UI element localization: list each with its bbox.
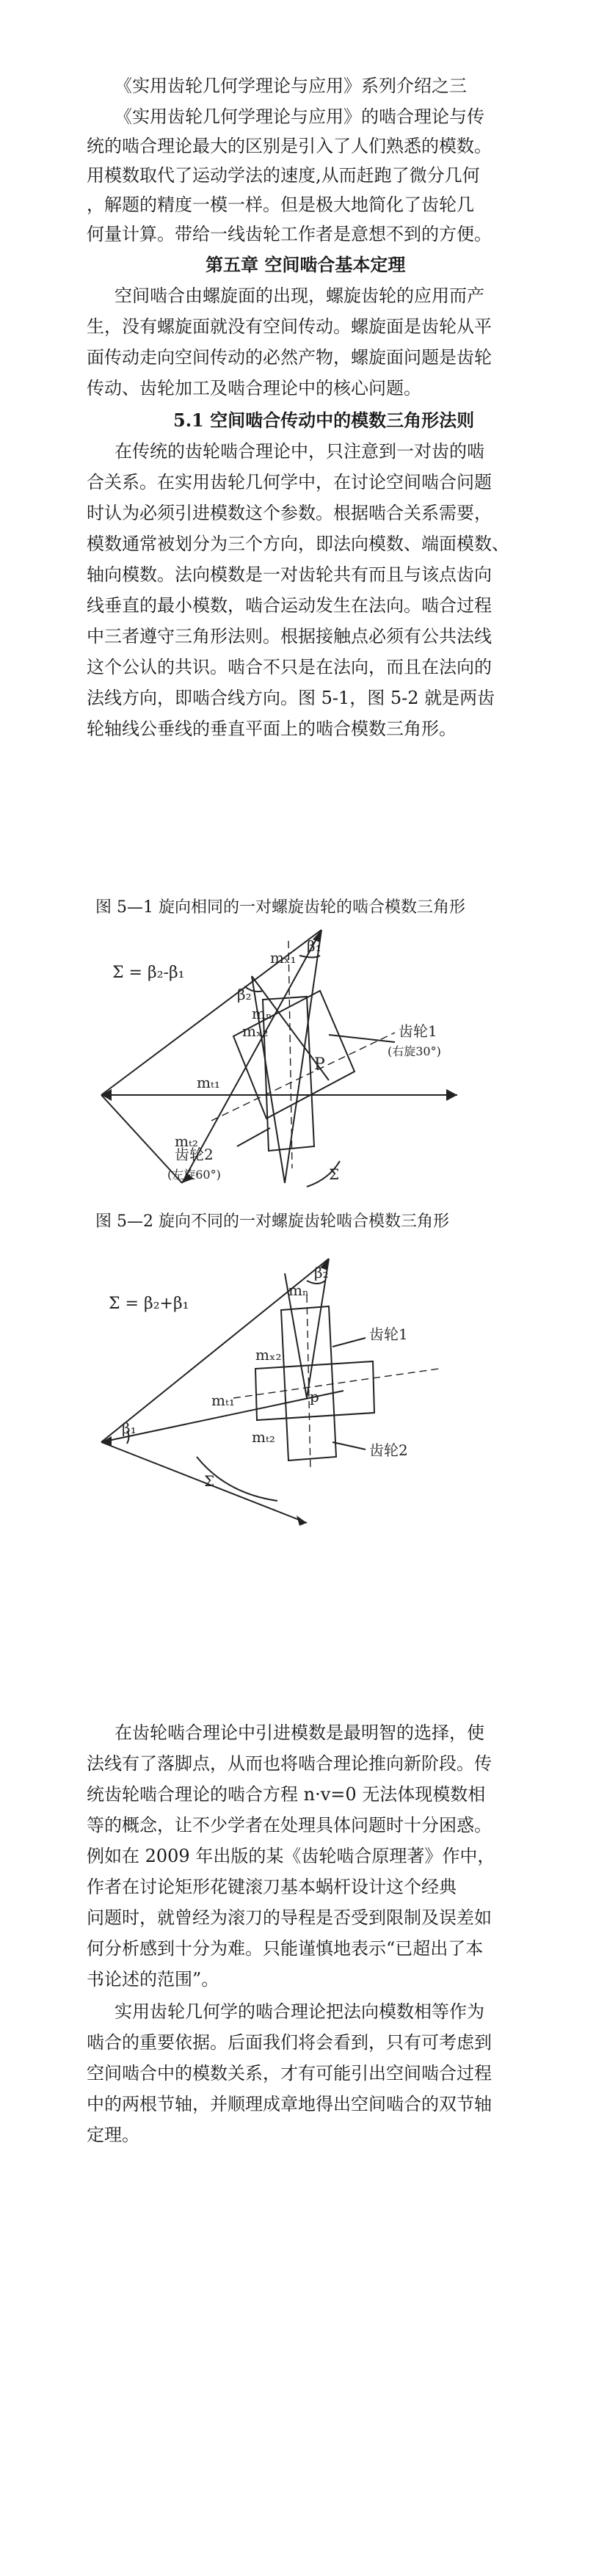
intro-title: 《实用齿轮几何学理论与应用》系列介绍之三 xyxy=(115,76,467,96)
conclusion-line: 啮合的重要依据。后面我们将会看到，只有可考虑到 xyxy=(87,2032,492,2053)
figure2-beta1: β₁ xyxy=(122,1419,137,1437)
figure1-sigma-formula: Σ = β₂-β₁ xyxy=(112,964,185,982)
chapter-heading: 第五章 空间啮合基本定理 xyxy=(206,254,406,275)
section-line: 在传统的齿轮啮合理论中，只注意到一对齿的啮 xyxy=(115,441,484,462)
intro-line: 何量计算。带给一线齿轮工作者是意想不到的方便。 xyxy=(87,224,492,244)
figure2-beta2: β₂ xyxy=(314,1264,329,1281)
section-line: 合关系。在实用齿轮几何学中，在讨论空间啮合问题 xyxy=(87,472,492,492)
figure1-point: P xyxy=(314,1055,325,1074)
section-line: 轴向模数。法向模数是一对齿轮共有而且与该点齿向 xyxy=(87,564,492,585)
intro-line: 《实用齿轮几何学理论与应用》的啮合理论与传 xyxy=(115,106,484,127)
figure2-caption: 图 5—2 旋向不同的一对螺旋齿轮啮合模数三角形 xyxy=(95,1212,449,1231)
figure1-beta2: β₂ xyxy=(237,986,252,1003)
intro-line: 用模数取代了运动学法的速度,从而赶跑了微分几何 xyxy=(87,165,480,186)
figure1-beta1: β₁ xyxy=(307,937,321,955)
figure2-sigma: Σ xyxy=(204,1472,215,1490)
section-line: 线垂直的最小模数，啮合运动发生在法向。啮合过程 xyxy=(87,595,492,616)
section-line: 轮轴线公垂线的垂直平面上的啮合模数三角形。 xyxy=(87,718,457,739)
figure1-gear1: 齿轮1 xyxy=(399,1022,437,1040)
figure2-mt2: mₜ₂ xyxy=(252,1428,275,1446)
intro-line: ，解题的精度一模一样。但是极大地简化了齿轮几 xyxy=(87,194,474,215)
chapter-line: 传动、齿轮加工及啮合理论中的核心问题。 xyxy=(87,378,421,399)
figure1-mt1: mₜ₁ xyxy=(197,1074,220,1091)
conclusion-line: 中的两根节轴，并顺理成章地得出空间啮合的双节轴 xyxy=(87,2094,492,2114)
figure2-mt1: mₜ₁ xyxy=(211,1391,235,1409)
conclusion-line: 书论述的范围”。 xyxy=(87,1969,219,1990)
figure2-gear2: 齿轮2 xyxy=(369,1441,408,1459)
section-line: 时认为必须引进模数这个参数。根据啮合关系需要， xyxy=(87,503,492,523)
section-heading: 5.1 空间啮合传动中的模数三角形法则 xyxy=(173,410,475,431)
figure1-sigma: Σ xyxy=(329,1165,340,1183)
conclusion-line: 在齿轮啮合理论中引进模数是最明智的选择，使 xyxy=(115,1722,484,1743)
section-line: 中三者遵守三角形法则。根据接触点必须有公共法线 xyxy=(87,626,492,647)
conclusion-line: 统齿轮啮合理论的啮合方程 n·v=0 无法体现模数相 xyxy=(87,1784,486,1805)
figure1-gear2: 齿轮2 xyxy=(175,1146,214,1163)
figure2-mx2: mₓ₂ xyxy=(255,1346,282,1364)
chapter-line: 空间啮合由螺旋面的出现，螺旋齿轮的应用而产 xyxy=(115,285,484,306)
conclusion-line: 空间啮合中的模数关系，才有可能引出空间啮合过程 xyxy=(87,2063,492,2084)
figure1-mt2: mₜ₂ xyxy=(175,1132,198,1150)
conclusion-line: 作者在讨论矩形花键滚刀基本蜗杆设计这个经典 xyxy=(87,1877,457,1897)
figure1-mx2: mₓ₂ xyxy=(242,1022,269,1040)
conclusion-line: 例如在 2009 年出版的某《齿轮啮合原理著》作中， xyxy=(87,1846,495,1866)
figure1-caption: 图 5—1 旋向相同的一对螺旋齿轮的啮合模数三角形 xyxy=(95,898,465,917)
chapter-line: 面传动走向空间传动的必然产物，螺旋面问题是齿轮 xyxy=(87,347,492,368)
figure2-point: p xyxy=(310,1388,319,1405)
figure1-mn: mₙ xyxy=(252,1005,272,1022)
figure1-gear2-note: (左旋60°) xyxy=(167,1168,221,1182)
figure1-diagram xyxy=(87,926,498,1198)
conclusion-line: 等的概念，让不少学者在处理具体问题时十分困惑。 xyxy=(87,1815,492,1835)
conclusion-line: 问题时，就曾经为滚刀的导程是否受到限制及误差如 xyxy=(87,1907,492,1928)
figure2-diagram xyxy=(87,1251,498,1538)
section-line: 法线方向，即啮合线方向。图 5-1，图 5-2 就是两齿 xyxy=(87,688,495,708)
conclusion-line: 法线有了落脚点，从而也将啮合理论推向新阶段。传 xyxy=(87,1753,492,1774)
figure1-gear1-note: (右旋30°) xyxy=(388,1044,441,1058)
conclusion-line: 何分析感到十分为难。只能谨慎地表示“已超出了本 xyxy=(87,1938,484,1959)
chapter-line: 生，没有螺旋面就没有空间传动。螺旋面是齿轮从平 xyxy=(87,316,492,337)
conclusion-line: 定理。 xyxy=(87,2125,139,2145)
figure2-sigma-formula: Σ = β₂+β₁ xyxy=(109,1295,189,1313)
figure2-mn: mₙ xyxy=(288,1281,309,1299)
intro-line: 统的啮合理论最大的区别是引入了人们熟悉的模数。 xyxy=(87,136,492,156)
section-line: 模数通常被划分为三个方向，即法向模数、端面模数、 xyxy=(87,534,509,554)
figure1-mx1: mₓ₁ xyxy=(270,949,297,967)
section-line: 这个公认的共识。啮合不只是在法向，而且在法向的 xyxy=(87,657,492,677)
figure2-gear1: 齿轮1 xyxy=(369,1325,408,1343)
conclusion-line: 实用齿轮几何学的啮合理论把法向模数相等作为 xyxy=(115,2001,484,2022)
